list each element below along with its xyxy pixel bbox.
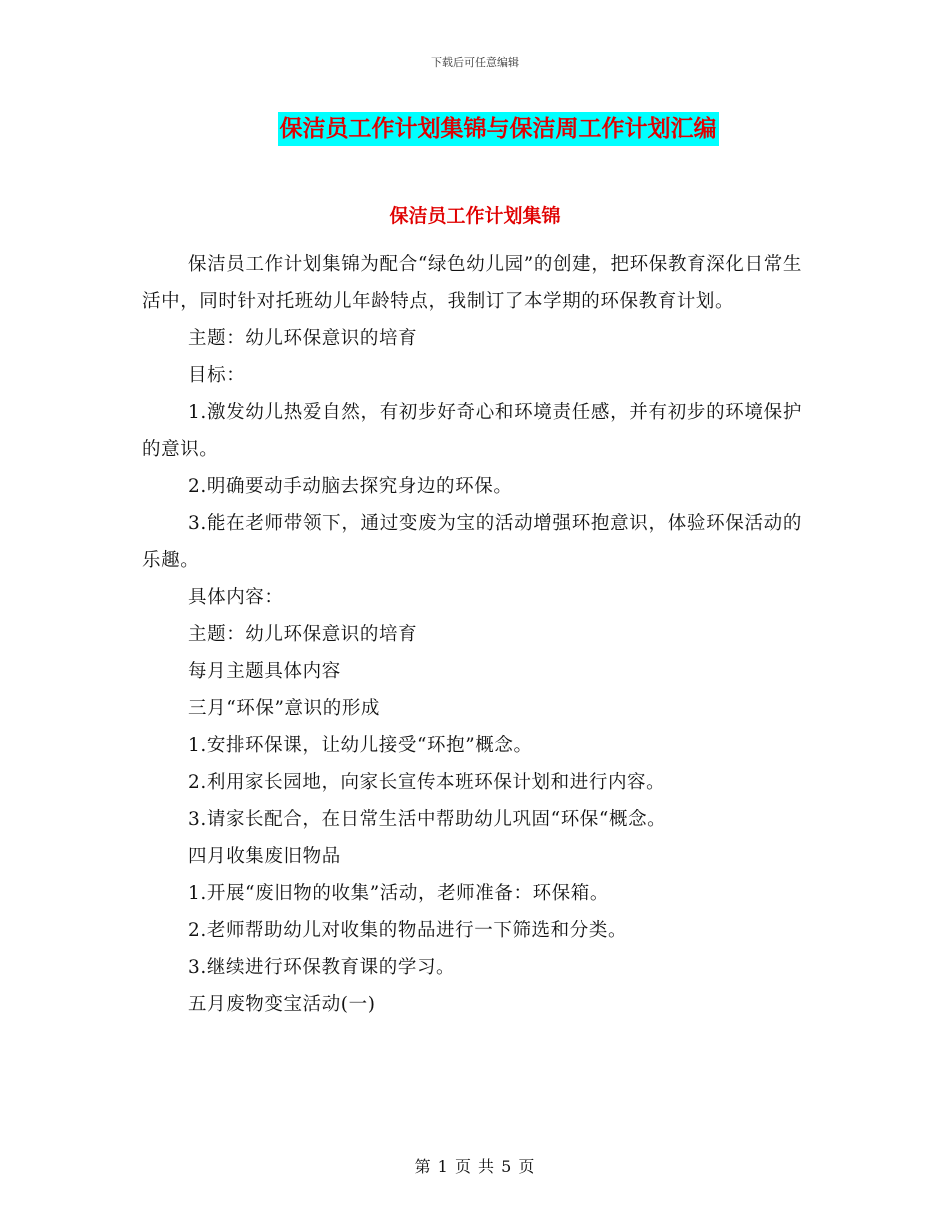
header-note: 下载后可任意编辑 bbox=[431, 56, 519, 69]
paragraph: 每月主题具体内容 bbox=[188, 661, 341, 682]
paragraph: 三月“环保”意识的形成 bbox=[188, 698, 381, 719]
paragraph: 1.安排环保课，让幼儿接受“环抱”概念。 bbox=[188, 735, 533, 756]
paragraph: 3.能在老师带领下，通过变废为宝的活动增强环抱意识，体验环保活动的乐趣。 bbox=[142, 513, 802, 571]
paragraph: 主题：幼儿环保意识的培育 bbox=[188, 624, 418, 645]
paragraph: 保洁员工作计划集锦为配合“绿色幼儿园”的创建，把环保教育深化日常生活中，同时针对托班幼儿年龄特点，我制订了本学期的环保教育计划。 bbox=[142, 254, 802, 312]
section-title: 保洁员工作计划集锦 bbox=[389, 205, 561, 227]
paragraph: 3.继续进行环保教育课的学习。 bbox=[188, 957, 456, 978]
document-body bbox=[142, 246, 802, 1023]
paragraph: 1.激发幼儿热爱自然，有初步好奇心和环境责任感，并有初步的环境保护的意识。 bbox=[142, 402, 802, 460]
paragraph: 具体内容： bbox=[188, 587, 284, 608]
page-number: 第 1 页 共 5 页 bbox=[414, 1157, 536, 1176]
paragraph: 2.老师帮助幼儿对收集的物品进行一下筛选和分类。 bbox=[188, 920, 628, 941]
paragraph: 1.开展“废旧物的收集”活动，老师准备：环保箱。 bbox=[188, 883, 609, 904]
paragraph: 主题：幼儿环保意识的培育 bbox=[188, 328, 418, 349]
paragraph: 目标： bbox=[188, 365, 246, 386]
paragraph: 五月废物变宝活动(一) bbox=[188, 994, 376, 1015]
paragraph: 四月收集废旧物品 bbox=[188, 846, 341, 867]
paragraph: 2.利用家长园地，向家长宣传本班环保计划和进行内容。 bbox=[188, 772, 666, 793]
paragraph: 2.明确要动手动脑去探究身边的环保。 bbox=[188, 476, 513, 497]
document-title: 保洁员工作计划集锦与保洁周工作计划汇编 bbox=[278, 112, 719, 146]
paragraph: 3.请家长配合，在日常生活中帮助幼儿巩固“环保“概念。 bbox=[188, 809, 667, 830]
title-container bbox=[0, 112, 950, 146]
